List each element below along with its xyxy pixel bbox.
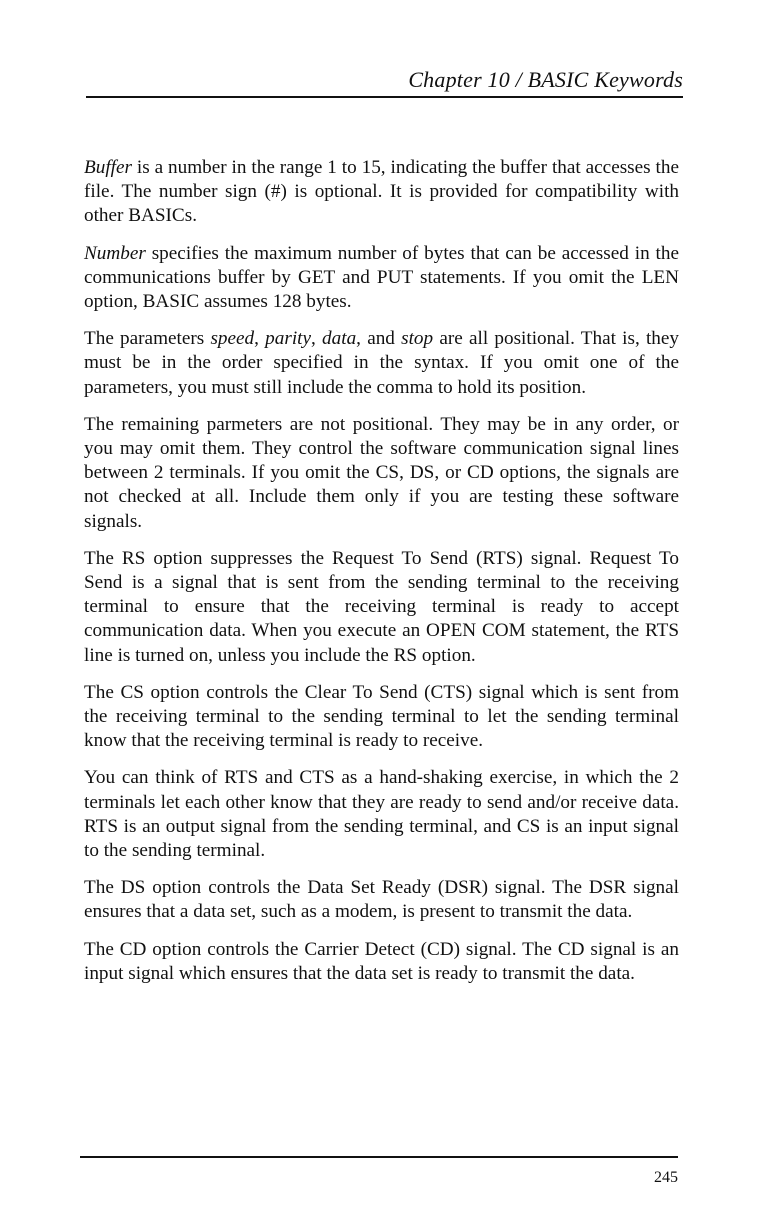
body-text [84, 156, 679, 999]
term-number: Number [84, 242, 146, 264]
term-parity: parity [265, 328, 312, 350]
term-data: data [322, 328, 357, 350]
paragraph-ds-option: The DS option controls the Data Set Ready (DSR) signal. The DSR signal ensures that a data set, such as a modem, is present to transmit the data. [84, 877, 679, 923]
separator: , and [356, 328, 402, 350]
separator: , [254, 328, 266, 350]
paragraph-remaining-parameters: The remaining parmeters are not positional. They may be in any order, or you may omit them. They control the software communication signal lines between 2 terminals. If you omit the CS, DS, or CD options, the signals are not checked at all. Include them only if you are testing these software signals. [84, 413, 679, 532]
paragraph-parameters [84, 327, 679, 400]
page-number: 245 [654, 1169, 678, 1186]
paragraph-text: is a number in the range 1 to 15, indicating the buffer that accesses the file. The number sign (#) is optional. It is provided for compatibility with other BASICs. [84, 157, 679, 227]
paragraph-buffer [84, 156, 679, 229]
term-speed: speed [210, 328, 255, 350]
paragraph-cs-option: The CS option controls the Clear To Send (CTS) signal which is sent from the receiving terminal to the sending terminal to let the sending terminal know that the receiving terminal is ready to receive. [84, 681, 679, 752]
term-buffer: Buffer [84, 157, 132, 178]
separator: , [311, 328, 323, 350]
paragraph-number [84, 242, 679, 315]
paragraph-text: are all positional. That is, they must be in the order specified in the syntax. If you omit one of the parameters, you must still include the comma to hold its position. [84, 328, 679, 398]
running-header-title: Chapter 10 / BASIC Keywords [408, 67, 683, 92]
term-stop: stop [401, 328, 434, 350]
header-rule [86, 96, 683, 98]
paragraph-handshaking: You can think of RTS and CTS as a hand-shaking exercise, in which the 2 terminals let each other know that they are ready to send and/or receive data. RTS is an output signal from the sending terminal, and CS is an input signal to the sending terminal. [84, 767, 679, 862]
paragraph-rs-option: The RS option suppresses the Request To Send (RTS) signal. Request To Send is a signal that is sent from the sending terminal to the receiving terminal to ensure that the receiving terminal is ready to accept communication data. When you execute an OPEN COM statement, the RTS line is turned on, unless you include the RS option. [84, 547, 679, 666]
paragraph-cd-option: The CD option controls the Carrier Detect (CD) signal. The CD signal is an input signal which ensures that the data set is ready to transmit the data. [84, 938, 679, 984]
paragraph-lead: The parameters [84, 328, 211, 350]
paragraph-text: specifies the maximum number of bytes that can be accessed in the communications buffer by GET and PUT statements. If you omit the LEN option, BASIC assumes 128 bytes. [84, 242, 679, 313]
footer-rule [80, 1156, 678, 1158]
